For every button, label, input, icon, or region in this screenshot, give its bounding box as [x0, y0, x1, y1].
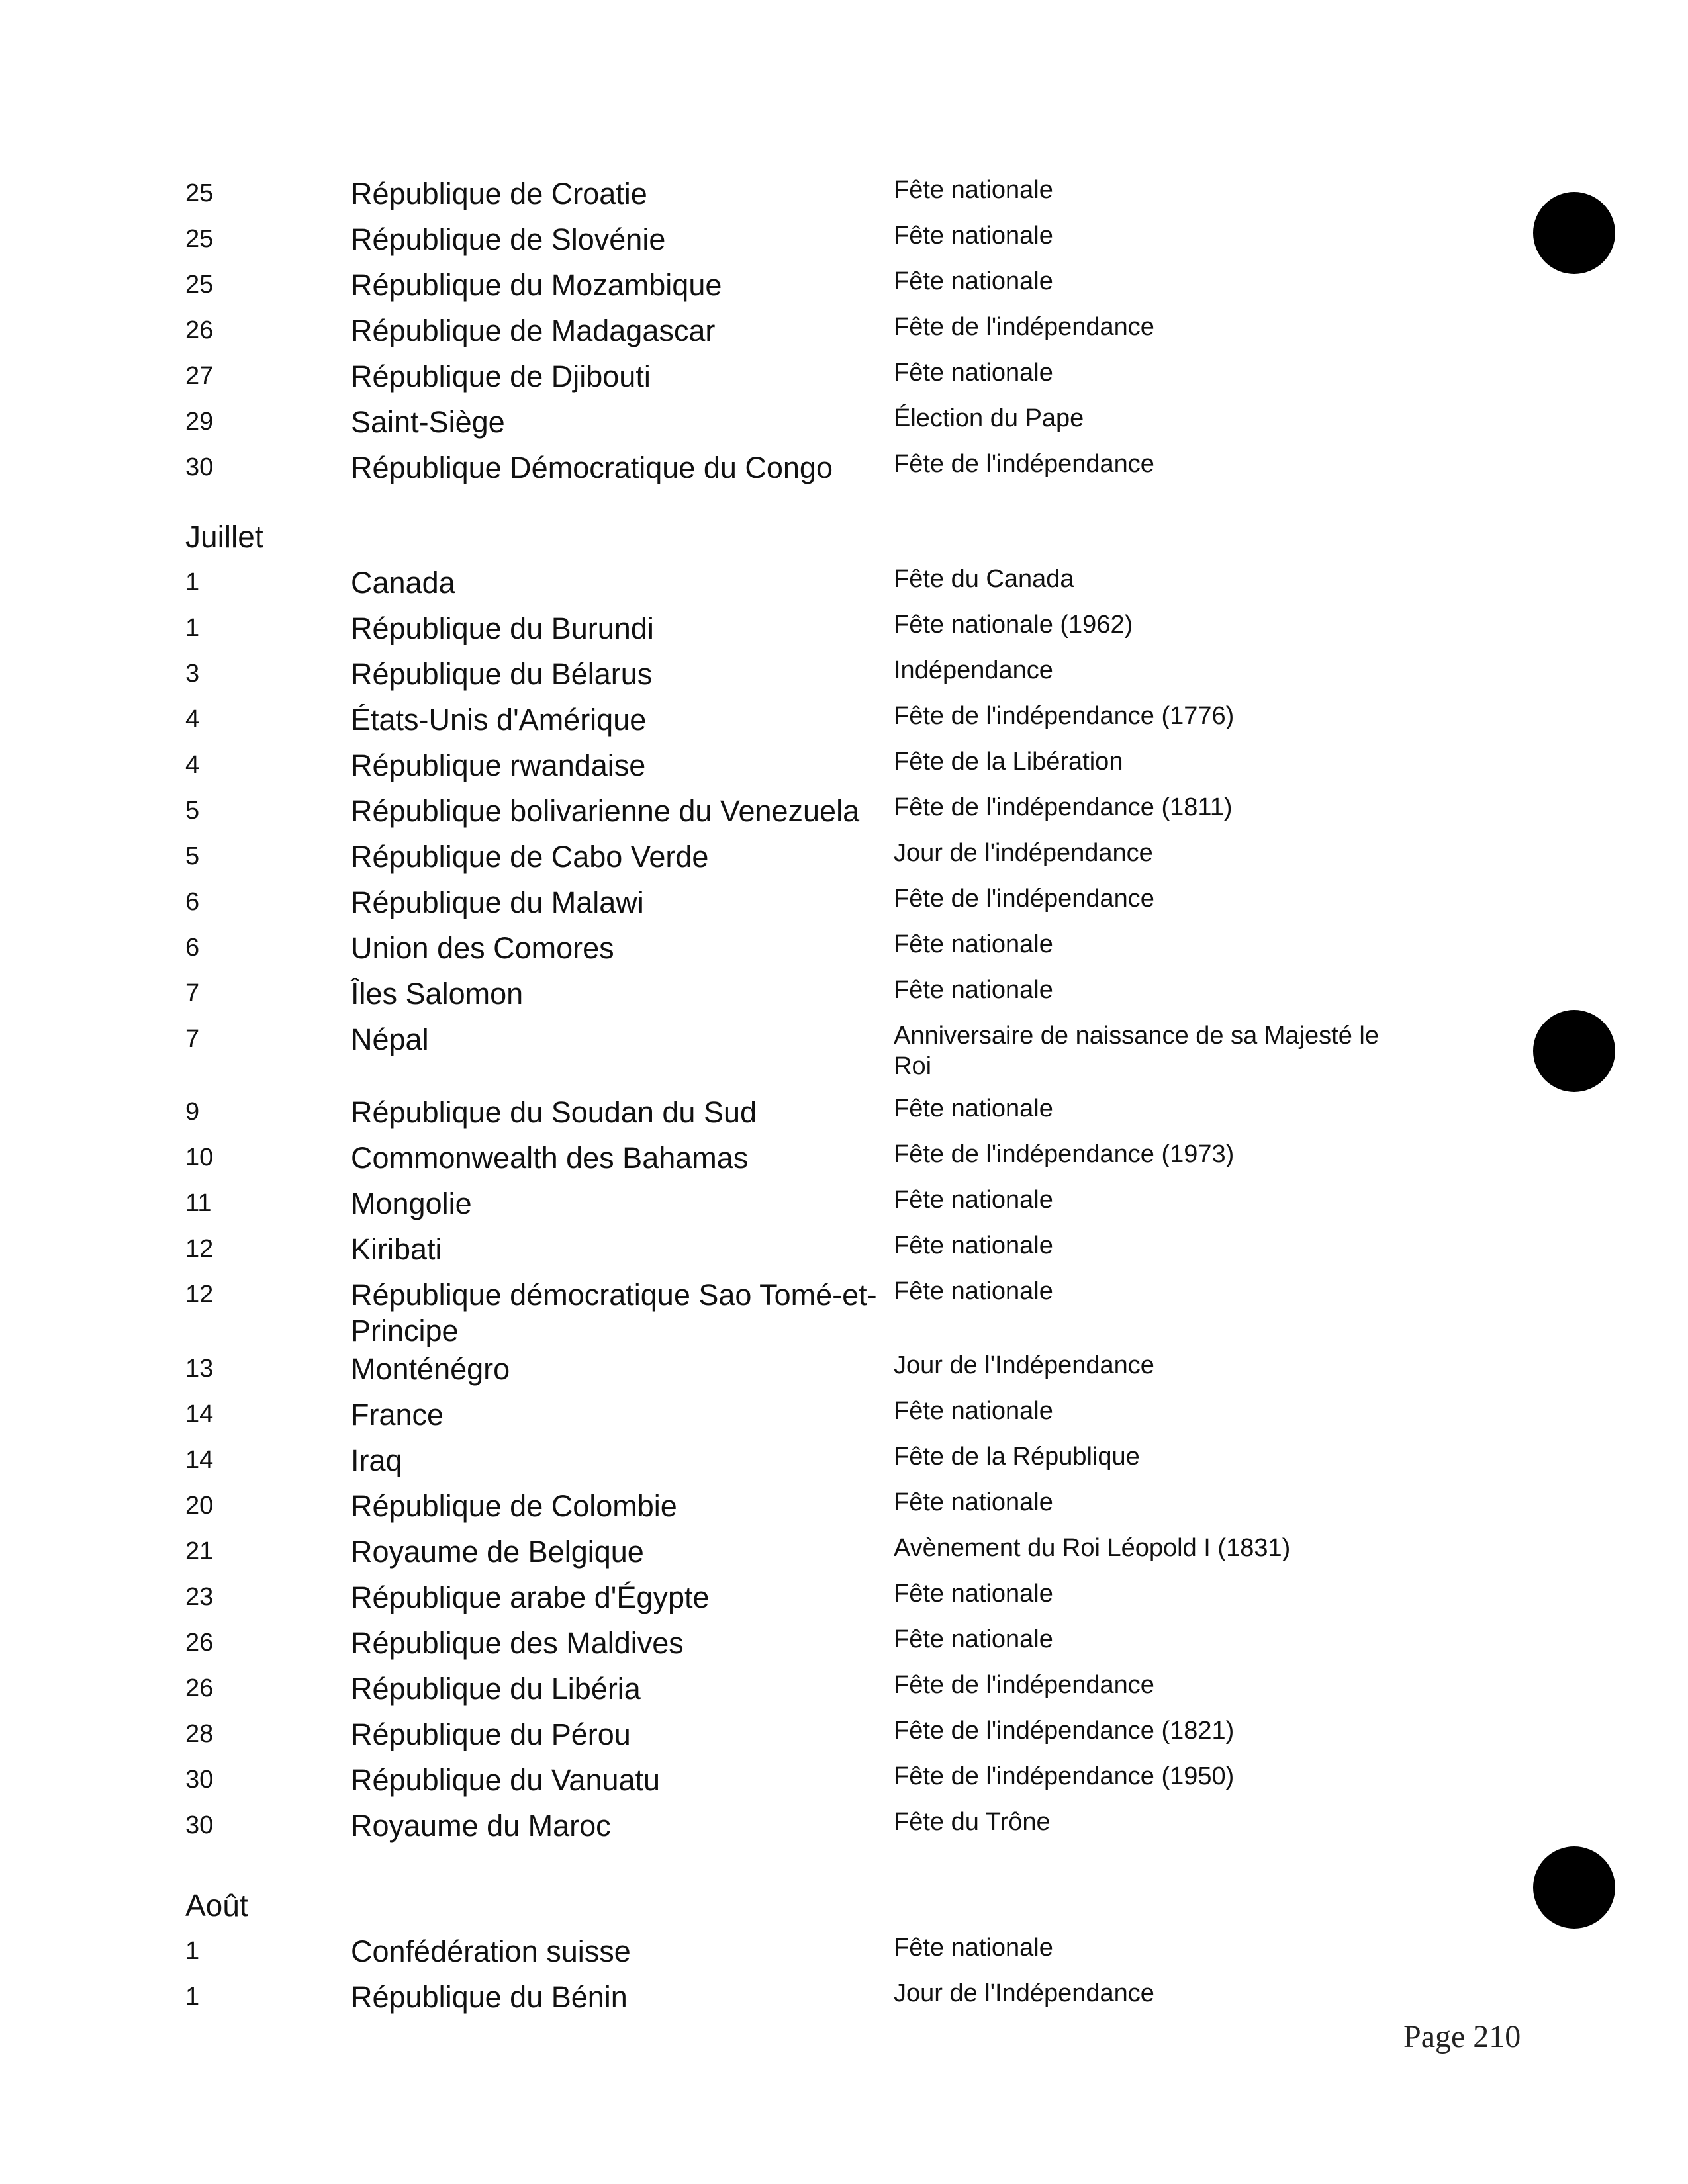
day-cell: 30 [185, 453, 214, 481]
table-row [185, 1714, 1443, 1760]
table-row [185, 356, 1443, 402]
table-row [185, 1486, 1443, 1531]
country-cell: Union des Comores [351, 931, 614, 965]
section-aout [185, 1873, 1443, 2023]
country-cell: Kiribati [351, 1232, 442, 1266]
country-cell: Iraq [351, 1443, 402, 1477]
country-cell: République du Burundi [351, 612, 654, 645]
day-cell: 26 [185, 1629, 214, 1657]
day-cell: 12 [185, 1235, 214, 1263]
country-cell: Saint-Siège [351, 405, 505, 439]
event-cell: Fête de l'indépendance [894, 1671, 1154, 1699]
day-cell: 5 [185, 797, 200, 825]
event-cell: Avènement du Roi Léopold I (1831) [894, 1534, 1291, 1562]
event-cell: Fête nationale [894, 222, 1053, 250]
table-row [185, 1229, 1443, 1275]
table-row [185, 1531, 1443, 1577]
event-cell: Fête du Canada [894, 565, 1074, 593]
country-cell: République du Malawi [351, 886, 644, 919]
event-cell: Fête nationale [894, 976, 1053, 1004]
country-cell: République du Vanuatu [351, 1763, 661, 1797]
country-cell: République de Croatie [351, 177, 647, 210]
event-cell: Fête nationale (1962) [894, 611, 1133, 639]
table-row [185, 654, 1443, 700]
day-cell: 14 [185, 1400, 214, 1428]
day-cell: 1 [185, 1983, 200, 2011]
day-cell: 11 [185, 1189, 212, 1217]
day-cell: 25 [185, 225, 214, 253]
day-cell: 7 [185, 1025, 200, 1053]
event-cell: Fête nationale [894, 1488, 1053, 1516]
table-row [185, 1440, 1443, 1486]
event-cell: Fête nationale [894, 359, 1053, 387]
event-cell: Fête de l'indépendance (1821) [894, 1717, 1235, 1745]
punch-hole-bottom [1533, 1846, 1615, 1929]
country-cell: Royaume de Belgique [351, 1535, 644, 1569]
country-cell: République de Djibouti [351, 359, 651, 393]
day-cell: 1 [185, 1937, 200, 1965]
country-cell: République du Pérou [351, 1717, 631, 1751]
country-cell: Canada [351, 566, 455, 600]
country-cell: République de Madagascar [351, 314, 716, 347]
country-cell: Népal [351, 1023, 429, 1056]
country-cell: République du Soudan du Sud [351, 1095, 757, 1129]
day-cell: 10 [185, 1144, 214, 1171]
section-june-continued [185, 173, 1443, 493]
table-row [185, 310, 1443, 356]
table-row [185, 447, 1443, 493]
event-cell: Jour de l'indépendance [894, 839, 1153, 867]
table-row [185, 974, 1443, 1019]
country-cell: République démocratique Sao Tomé-et-Principe [351, 1278, 877, 1347]
country-cell: Îles Salomon [351, 977, 524, 1011]
country-cell: République de Cabo Verde [351, 840, 709, 874]
day-cell: 6 [185, 888, 200, 916]
event-cell: Fête nationale [894, 1186, 1053, 1214]
event-cell: Fête nationale [894, 267, 1053, 295]
day-cell: 20 [185, 1492, 214, 1520]
event-cell: Fête nationale [894, 1277, 1053, 1305]
table-row [185, 700, 1443, 745]
event-cell: Anniversaire de naissance de sa Majesté le Roi [894, 1022, 1379, 1080]
table-row [185, 745, 1443, 791]
event-cell: Fête de la République [894, 1443, 1140, 1471]
table-row [185, 1668, 1443, 1714]
table-row [185, 1019, 1443, 1092]
table-row [185, 1183, 1443, 1229]
table-row [185, 1092, 1443, 1138]
event-cell: Fête nationale [894, 1232, 1053, 1259]
event-cell: Fête de la Libération [894, 748, 1123, 776]
event-cell: Fête nationale [894, 176, 1053, 204]
day-cell: 25 [185, 179, 214, 207]
event-cell: Fête nationale [894, 1625, 1053, 1653]
table-row [185, 1577, 1443, 1623]
day-cell: 27 [185, 362, 214, 390]
event-cell: Fête de l'indépendance [894, 885, 1154, 913]
table-row [185, 608, 1443, 654]
event-cell: Fête de l'indépendance (1776) [894, 702, 1235, 730]
day-cell: 1 [185, 614, 200, 642]
section-juillet [185, 504, 1443, 1851]
country-cell: République du Mozambique [351, 268, 722, 302]
table-row [185, 1138, 1443, 1183]
day-cell: 25 [185, 271, 214, 298]
table-row [185, 563, 1443, 608]
day-cell: 30 [185, 1766, 214, 1794]
table-row [185, 265, 1443, 310]
day-cell: 4 [185, 705, 200, 733]
table-row [185, 1349, 1443, 1394]
event-cell: Jour de l'Indépendance [894, 1979, 1154, 2007]
day-cell: 21 [185, 1537, 214, 1565]
day-cell: 6 [185, 934, 200, 962]
day-cell: 3 [185, 660, 200, 688]
country-cell: Confédération suisse [351, 1934, 631, 1968]
page-number: Page 210 [1403, 2019, 1521, 2054]
country-cell: République de Colombie [351, 1489, 677, 1523]
event-cell: Fête nationale [894, 1580, 1053, 1608]
country-cell: République du Bélarus [351, 657, 653, 691]
event-cell: Fête du Trône [894, 1808, 1051, 1836]
table-row [185, 1394, 1443, 1440]
table-row [185, 928, 1443, 974]
table-row [185, 1977, 1443, 2023]
country-cell: Monténégro [351, 1352, 510, 1386]
country-cell: République du Bénin [351, 1980, 628, 2014]
country-cell: États-Unis d'Amérique [351, 703, 647, 737]
country-cell: République des Maldives [351, 1626, 684, 1660]
day-cell: 1 [185, 569, 200, 596]
event-cell: Fête nationale [894, 931, 1053, 958]
table-row [185, 1805, 1443, 1851]
country-cell: République arabe d'Égypte [351, 1580, 710, 1614]
event-cell: Fête de l'indépendance [894, 313, 1154, 341]
event-cell: Fête de l'indépendance (1973) [894, 1140, 1235, 1168]
country-cell: Commonwealth des Bahamas [351, 1141, 749, 1175]
country-cell: République de Slovénie [351, 222, 666, 256]
day-cell: 26 [185, 316, 214, 344]
table-row [185, 219, 1443, 265]
day-cell: 9 [185, 1098, 200, 1126]
event-cell: Fête nationale [894, 1095, 1053, 1122]
event-cell: Fête de l'indépendance (1950) [894, 1762, 1235, 1790]
day-cell: 23 [185, 1583, 214, 1611]
day-cell: 29 [185, 408, 214, 435]
month-heading: Juillet [185, 520, 263, 554]
event-cell: Jour de l'Indépendance [894, 1351, 1154, 1379]
punch-hole-top [1533, 192, 1615, 274]
country-cell: République rwandaise [351, 749, 646, 782]
day-cell: 13 [185, 1355, 214, 1383]
table-row [185, 837, 1443, 882]
table-row [185, 173, 1443, 219]
country-cell: République du Libéria [351, 1672, 641, 1706]
event-cell: Fête de l'indépendance [894, 450, 1154, 478]
country-cell: République Démocratique du Congo [351, 451, 833, 484]
country-cell: Royaume du Maroc [351, 1809, 611, 1843]
country-cell: République bolivarienne du Venezuela [351, 794, 860, 828]
table-row [185, 882, 1443, 928]
table-row [185, 1275, 1443, 1349]
table-row [185, 791, 1443, 837]
month-heading: Août [185, 1888, 248, 1923]
event-cell: Fête nationale [894, 1934, 1053, 1962]
event-cell: Indépendance [894, 657, 1053, 684]
day-cell: 7 [185, 979, 200, 1007]
event-cell: Élection du Pape [894, 404, 1084, 432]
table-row [185, 1931, 1443, 1977]
table-row [185, 402, 1443, 447]
event-cell: Fête nationale [894, 1397, 1053, 1425]
day-cell: 12 [185, 1281, 214, 1308]
event-cell: Fête de l'indépendance (1811) [894, 794, 1233, 821]
day-cell: 30 [185, 1811, 214, 1839]
day-cell: 4 [185, 751, 200, 779]
country-cell: Mongolie [351, 1187, 472, 1220]
punch-hole-middle [1533, 1010, 1615, 1092]
table-row [185, 1623, 1443, 1668]
day-cell: 14 [185, 1446, 214, 1474]
day-cell: 28 [185, 1720, 214, 1748]
table-row [185, 1760, 1443, 1805]
country-cell: France [351, 1398, 444, 1432]
day-cell: 5 [185, 842, 200, 870]
day-cell: 26 [185, 1674, 214, 1702]
